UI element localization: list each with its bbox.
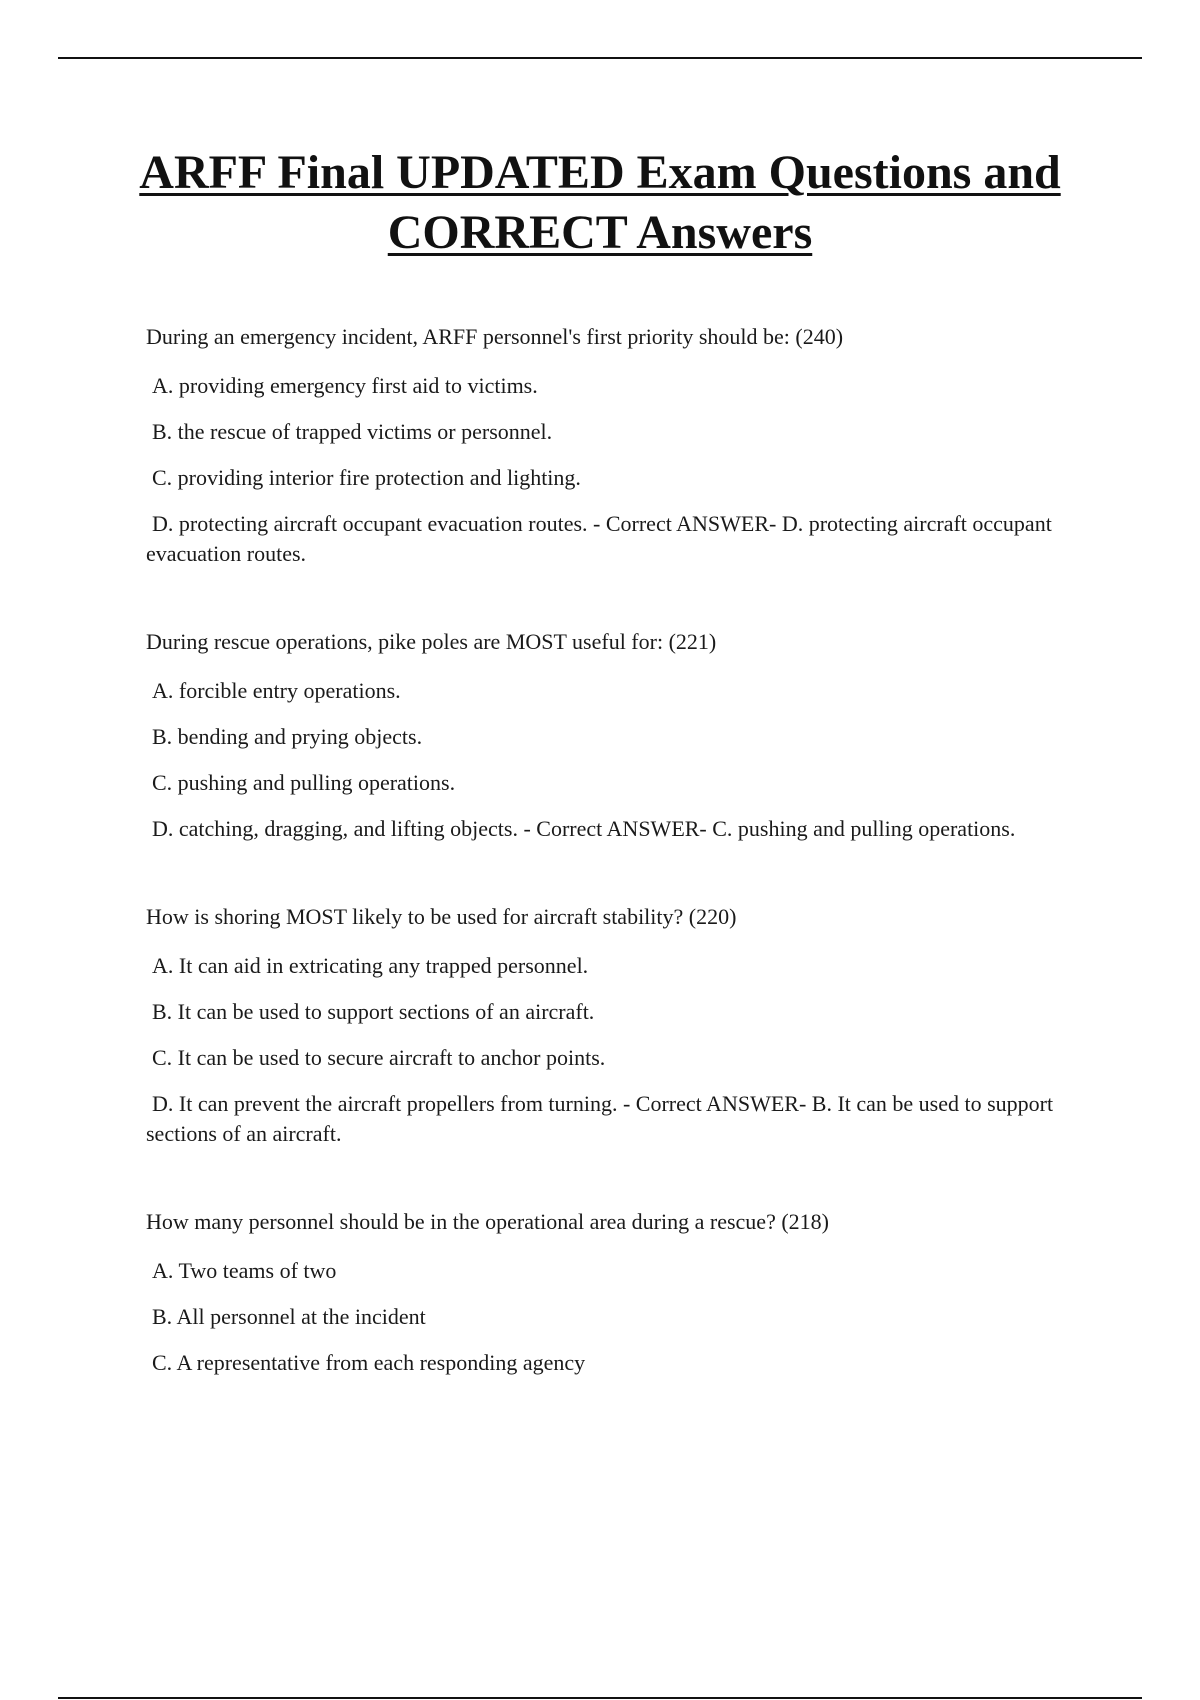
question-prompt: How is shoring MOST likely to be used for aircraft stability? (220) — [146, 904, 737, 929]
question-prompt: During an emergency incident, ARFF personnel's first priority should be: (240) — [146, 324, 844, 349]
option-d-with-answer: D. protecting aircraft occupant evacuation routes. - Correct ANSWER- D. protecting aircraft occupant evacuation routes. — [146, 511, 1052, 566]
option-c: C. pushing and pulling operations. — [152, 770, 456, 795]
option-b: B. bending and prying objects. — [152, 724, 423, 749]
question-3 — [146, 902, 1086, 1149]
option-a: A. Two teams of two — [152, 1258, 337, 1283]
top-rule — [58, 57, 1142, 59]
bottom-rule — [58, 1697, 1142, 1699]
option-c: C. It can be used to secure aircraft to anchor points. — [152, 1045, 606, 1070]
question-4 — [146, 1207, 1086, 1378]
title-line-1: ARFF Final UPDATED Exam Questions and — [139, 146, 1061, 199]
document-title — [100, 143, 1100, 263]
option-c: C. providing interior fire protection and lighting. — [152, 465, 581, 490]
question-prompt: How many personnel should be in the operational area during a rescue? (218) — [146, 1209, 829, 1234]
option-b: B. All personnel at the incident — [152, 1304, 426, 1329]
question-prompt: During rescue operations, pike poles are MOST useful for: (221) — [146, 629, 717, 654]
option-a: A. forcible entry operations. — [152, 678, 401, 703]
option-b: B. It can be used to support sections of an aircraft. — [152, 999, 595, 1024]
question-2 — [146, 627, 1086, 844]
option-a: A. providing emergency first aid to victims. — [152, 373, 538, 398]
option-c: C. A representative from each responding agency — [152, 1350, 586, 1375]
option-a: A. It can aid in extricating any trapped personnel. — [152, 953, 589, 978]
option-b: B. the rescue of trapped victims or personnel. — [152, 419, 553, 444]
question-1 — [146, 322, 1086, 569]
option-d-with-answer: D. catching, dragging, and lifting objects. - Correct ANSWER- C. pushing and pulling operations. — [152, 816, 1016, 841]
title-line-2: CORRECT Answers — [387, 206, 813, 259]
question-list — [146, 322, 1086, 1394]
option-d-with-answer: D. It can prevent the aircraft propellers from turning. - Correct ANSWER- B. It can be used to support sections of an aircraft. — [146, 1091, 1054, 1146]
